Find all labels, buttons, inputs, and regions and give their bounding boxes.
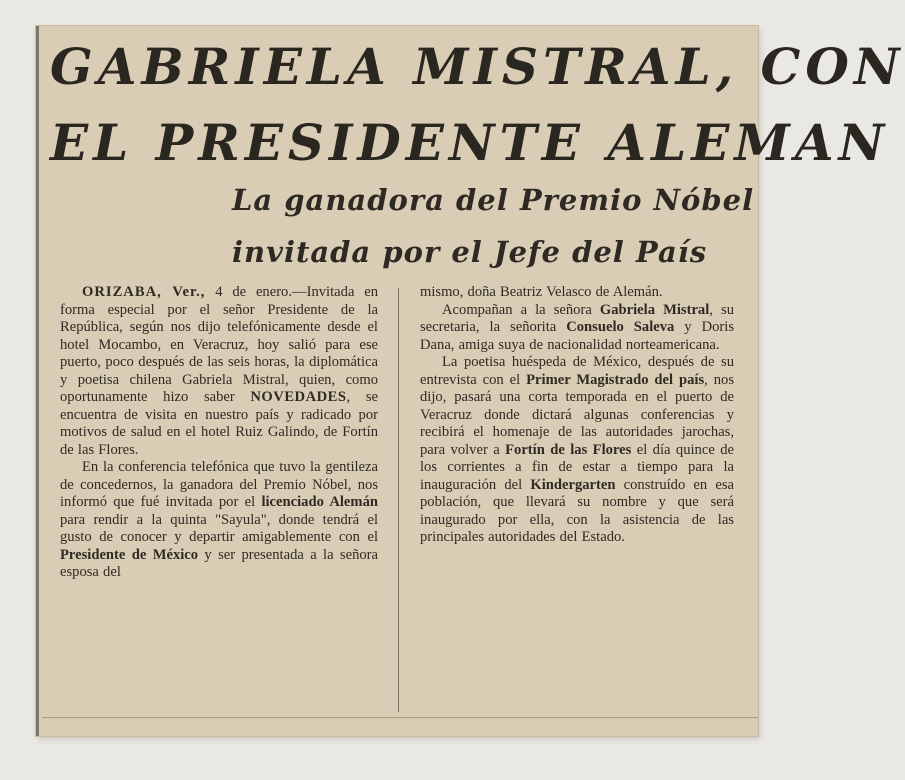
text-run: , se encuentra de visita en nuestro país y radicado por motivos de salud en el hotel Ruiz Galindo, de Fortín de las Flores. <box>60 389 378 458</box>
article-column-left <box>60 284 378 582</box>
bold-text: Gabriela Mistral <box>599 301 710 318</box>
paragraph <box>60 284 378 459</box>
newspaper-clipping <box>36 26 905 736</box>
text-run: el día quince de los corrientes a fin de estar a tiempo para la inauguración del <box>420 441 734 493</box>
text-run: En la conferencia telefónica que tuvo la gentileza de concedernos, la ganadora del Premio Nóbel, nos informó que fué invitada por el <box>60 459 378 510</box>
text-run: y Doris Dana, amiga suya de nacionalidad norteamericana. <box>420 319 735 353</box>
paragraph: mismo, doña Beatriz Velasco de Alemán. <box>420 284 663 300</box>
headline-line-2: EL PRESIDENTE ALEMAN <box>50 113 890 172</box>
newspaper-name: NOVEDADES <box>250 389 347 405</box>
bold-text: Fortín de las Flores <box>505 441 632 458</box>
clipping-edge-shadow <box>36 26 39 736</box>
column-divider <box>398 288 399 712</box>
bold-text: Kindergarten <box>530 476 616 493</box>
text-run: y ser presentada a la señora esposa del <box>60 546 379 580</box>
bold-text: Consuelo Saleva <box>566 319 675 335</box>
article-column-right <box>420 284 734 547</box>
subheadline-line-1: La ganadora del Premio Nóbel <box>232 183 755 217</box>
text-run: 4 de enero.—Invitada en forma especial por el señor Presidente de la República, según nos dijo telefónicamente desde el hotel Mocambo, en Veracruz, hoy salió para ese puerto, poco después de las seis horas, la diplomática y poetisa chilena Gabriela Mistral, quien, como oportunamente hizo saber <box>60 284 379 405</box>
paragraph <box>420 354 734 547</box>
text-run: Acompañan a la señora <box>442 301 600 318</box>
paragraph <box>60 459 378 582</box>
text-run: La poetisa huéspeda de México, después de su entrevista con el <box>420 354 734 388</box>
text-run: para rendir a la quinta "Sayula", donde tendrá el gusto de conocer y departir amigablemente con el <box>60 511 378 545</box>
bold-text: Presidente de México <box>60 546 199 563</box>
bold-text: Primer Magistrado del país <box>526 371 705 388</box>
bold-text: licenciado Alemán <box>261 494 378 510</box>
dateline: ORIZABA, Ver., <box>82 284 206 300</box>
paragraph <box>420 302 734 355</box>
text-run: construído en esa población, que llevará su nombre y que será inaugurado por ella, con la asistencia de las principales autoridades del Estado. <box>420 476 735 545</box>
bottom-border <box>42 717 758 718</box>
text-run: , su secretaria, la señorita <box>420 301 734 335</box>
headline-line-1: GABRIELA MISTRAL, CON <box>50 37 905 96</box>
subheadline-line-2: invitada por el Jefe del País <box>232 235 708 269</box>
text-run: , nos dijo, pasará una corta temporada en el puerto de Veracruz donde dictará algunas conferencias y recibirá el homenaje de las autoridades jarochas, para volver a <box>420 371 735 458</box>
